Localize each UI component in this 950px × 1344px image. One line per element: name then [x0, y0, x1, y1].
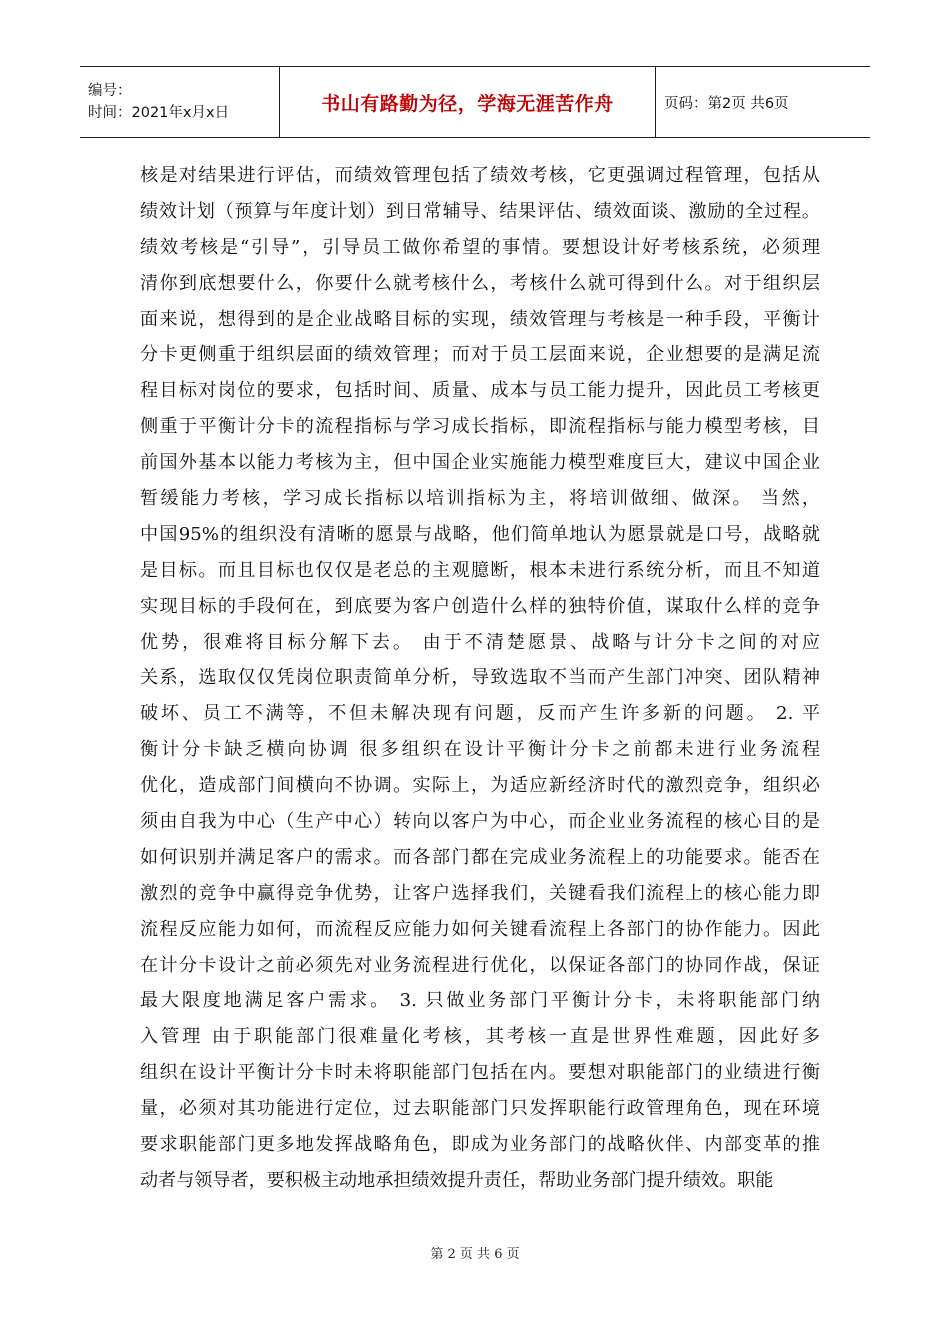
- body-line: 绩效考核是“引导”，引导员工做你希望的事情。要想设计好考核系统，必须理: [140, 236, 820, 258]
- page-header: [80, 66, 870, 138]
- body-line: 程目标对岗位的要求，包括时间、质量、成本与员工能力提升，因此员工考核更: [140, 380, 820, 402]
- body-line: 是目标。而且目标也仅仅是老总的主观臆断，根本未进行系统分析，而且不知道: [140, 559, 820, 581]
- body-line: 要求职能部门更多地发挥战略角色，即成为业务部门的战略伙伴、内部变革的推: [140, 1134, 820, 1156]
- body-line: 中国95%的组织没有清晰的愿景与战略，他们简单地认为愿景就是口号，战略就: [140, 523, 820, 545]
- body-line: 最大限度地满足客户需求。 3. 只做业务部门平衡计分卡，未将职能部门纳: [140, 990, 820, 1012]
- body-line: 激烈的竞争中赢得竞争优势，让客户选择我们，关键看我们流程上的核心能力即: [140, 882, 820, 904]
- header-meta-cell: [80, 67, 280, 137]
- page-footer: 第 2 页 共 6 页: [430, 1247, 520, 1262]
- body-line: 破坏、员工不满等，不但未解决现有问题，反而产生许多新的问题。 2. 平: [140, 703, 820, 725]
- body-line: 清你到底想要什么，你要什么就考核什么，考核什么就可得到什么。对于组织层: [140, 272, 820, 294]
- body-line: 关系，选取仅仅凭岗位职责简单分析，导致选取不当而产生部门冲突、团队精神: [140, 667, 820, 689]
- body-line: 优势，很难将目标分解下去。 由于不清楚愿景、战略与计分卡之间的对应: [140, 631, 820, 653]
- body-line: 分卡更侧重于组织层面的绩效管理；而对于员工层面来说，企业想要的是满足流: [140, 344, 820, 366]
- header-page-code: 页码：第2页 共6页: [664, 95, 789, 112]
- body-line: 核是对结果进行评估，而绩效管理包括了绩效考核，它更强调过程管理，包括从: [140, 165, 820, 186]
- body-line: 组织在设计平衡计分卡时未将职能部门包括在内。要想对职能部门的业绩进行衡: [140, 1062, 820, 1084]
- header-motto: 书山有路勤为径，学海无涯苦作舟: [280, 67, 656, 137]
- body-line: 面来说，想得到的是企业战略目标的实现，绩效管理与考核是一种手段，平衡计: [140, 308, 820, 330]
- body-line: 流程反应能力如何，而流程反应能力如何关键看流程上各部门的协作能力。因此: [140, 918, 820, 940]
- body-line: 绩效计划（预算与年度计划）到日常辅导、结果评估、绩效面谈、激励的全过程。: [140, 200, 820, 222]
- document-number-label: 编号：: [88, 83, 132, 99]
- body-line: 侧重于平衡计分卡的流程指标与学习成长指标，即流程指标与能力模型考核，目: [140, 416, 820, 438]
- body-line: 优化，造成部门间横向不协调。实际上，为适应新经济时代的激烈竞争，组织必: [140, 775, 820, 797]
- document-time-label: 时间：2021年x月x日: [88, 105, 230, 121]
- document-body: [140, 158, 820, 1199]
- body-line: 量，必须对其功能进行定位，过去职能部门只发挥职能行政管理角色，现在环境: [140, 1098, 820, 1120]
- body-line: 入管理 由于职能部门很难量化考核，其考核一直是世界性难题，因此好多: [140, 1026, 820, 1048]
- body-line: 在计分卡设计之前必须先对业务流程进行优化，以保证各部门的协同作战，保证: [140, 954, 820, 976]
- body-line: 实现目标的手段何在，到底要为客户创造什么样的独特价值，谋取什么样的竞争: [140, 595, 820, 617]
- body-line: 须由自我为中心（生产中心）转向以客户为中心，而企业业务流程的核心目的是: [140, 811, 820, 833]
- body-line: 衡计分卡缺乏横向协调 很多组织在设计平衡计分卡之前都未进行业务流程: [140, 739, 820, 761]
- body-line: 动者与领导者，要积极主动地承担绩效提升责任，帮助业务部门提升绩效。职能: [140, 1169, 774, 1191]
- body-line: 暂缓能力考核，学习成长指标以培训指标为主，将培训做细、做深。 当然，: [140, 488, 820, 510]
- body-line: 前国外基本以能力考核为主，但中国企业实施能力模型难度巨大，建议中国企业: [140, 452, 820, 474]
- body-line: 如何识别并满足客户的需求。而各部门都在完成业务流程上的功能要求。能否在: [140, 846, 820, 868]
